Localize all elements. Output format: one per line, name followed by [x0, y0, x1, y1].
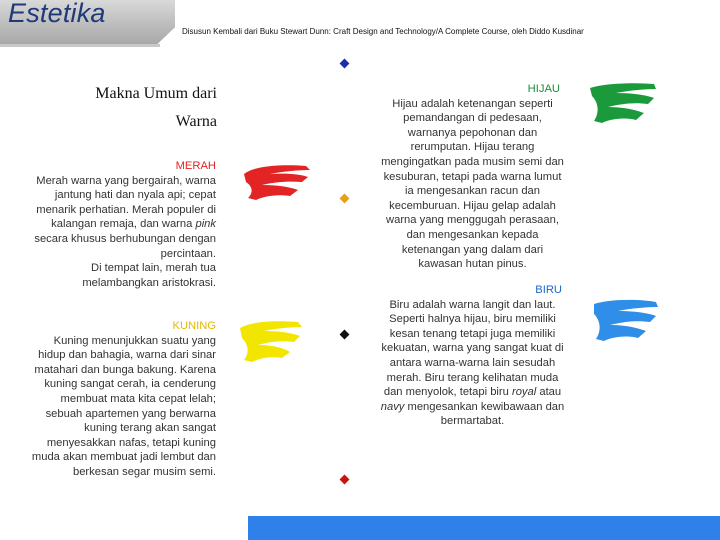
logo-banner-shadow: [0, 44, 160, 47]
kuning-heading: KUNING: [172, 320, 216, 332]
hijau-heading: HIJAU: [527, 83, 560, 95]
biru-text: [380, 298, 565, 429]
biru-text-b: mengesankan kewibawaan dan bermartabat.: [404, 400, 565, 428]
green-brush-stroke: [586, 80, 658, 126]
merah-text-extra: Di tempat lain, merah tua melambangkan aristokrasi.: [82, 262, 216, 289]
section-kuning: [31, 319, 216, 480]
logo-first-letter: E: [8, 0, 27, 28]
diamond-bullet-icon: [340, 330, 350, 340]
biru-heading: BIRU: [535, 284, 562, 296]
logo-rest: stetika: [26, 0, 106, 28]
page-title-line1: Makna Umum dari: [95, 85, 217, 102]
biru-text-mid: atau: [536, 386, 562, 399]
section-hijau: [380, 82, 565, 272]
blue-brush-stroke: [588, 296, 660, 344]
yellow-brush-shape: [240, 321, 302, 362]
diamond-bullet-icon: [340, 194, 350, 204]
merah-text: [31, 174, 216, 262]
green-brush-shape: [590, 83, 656, 123]
page-title-line2: Warna: [175, 113, 217, 130]
section-merah: [31, 159, 216, 290]
logo-title: [8, 0, 106, 29]
red-brush-shape: [244, 165, 310, 200]
diamond-bullet-icon: [340, 475, 350, 485]
merah-text-b: secara khusus berhubungan dengan percintaan.: [34, 232, 216, 260]
hijau-text: Hijau adalah ketenangan seperti pemandangan di pedesaan, warnanya pepohonan dan rerumputan. Hijau terang mengingatkan pada musim semi dan kesuburan, tetapi pada warna lumut ia mengesankan racun dan kecemburuan. Hijau gelap adalah warna yang menggugah perasaan, dan mengesankan kepada ketenangan yang dalam dari kawasan hutan pinus.: [381, 97, 564, 271]
biru-text-a: Biru adalah warna langit dan laut. Seperti halnya hijau, biru memiliki kesan tenang tetapi juga memiliki kekuatan, warna yang sangat kuat di antara warna-warna lain sesudah merah. Biru terang kelihatan muda dan menyolok, tetapi biru: [381, 298, 564, 399]
section-biru: [380, 283, 565, 429]
biru-text-italic-navy: navy: [380, 400, 405, 413]
page-title: [37, 80, 217, 136]
diamond-bullet-icon: [340, 59, 350, 69]
biru-text-italic-royal: royal: [511, 386, 537, 399]
merah-text-italic: pink: [195, 218, 216, 231]
blue-brush-shape: [594, 300, 658, 341]
merah-text-a: Merah warna yang bergairah, warna jantung hati dan nyala api; cepat menarik perhatian. Merah populer di kalangan remaja, dan warna: [36, 174, 216, 231]
kuning-text: Kuning menunjukkan suatu yang hidup dan bahagia, warna dari sinar matahari dan bunga bakung. Karena kuning sangat cerah, ia cenderung membuat mata kita cepat lelah; sebuah apartemen yang berwarna kuning terang akan sangat menyesakkan nafas, tetapi kuning muda akan membuat jadi lembut dan berkesan segar musim semi.: [31, 334, 216, 478]
yellow-brush-stroke: [238, 318, 304, 364]
merah-heading: MERAH: [175, 160, 216, 172]
credit-line: Disusun Kembali dari Buku Stewart Dunn: Craft Design and Technology/A Complete Course, oleh Diddo Kusdinar: [182, 27, 584, 36]
footer-bar: [248, 516, 720, 540]
red-brush-stroke: [240, 160, 312, 204]
